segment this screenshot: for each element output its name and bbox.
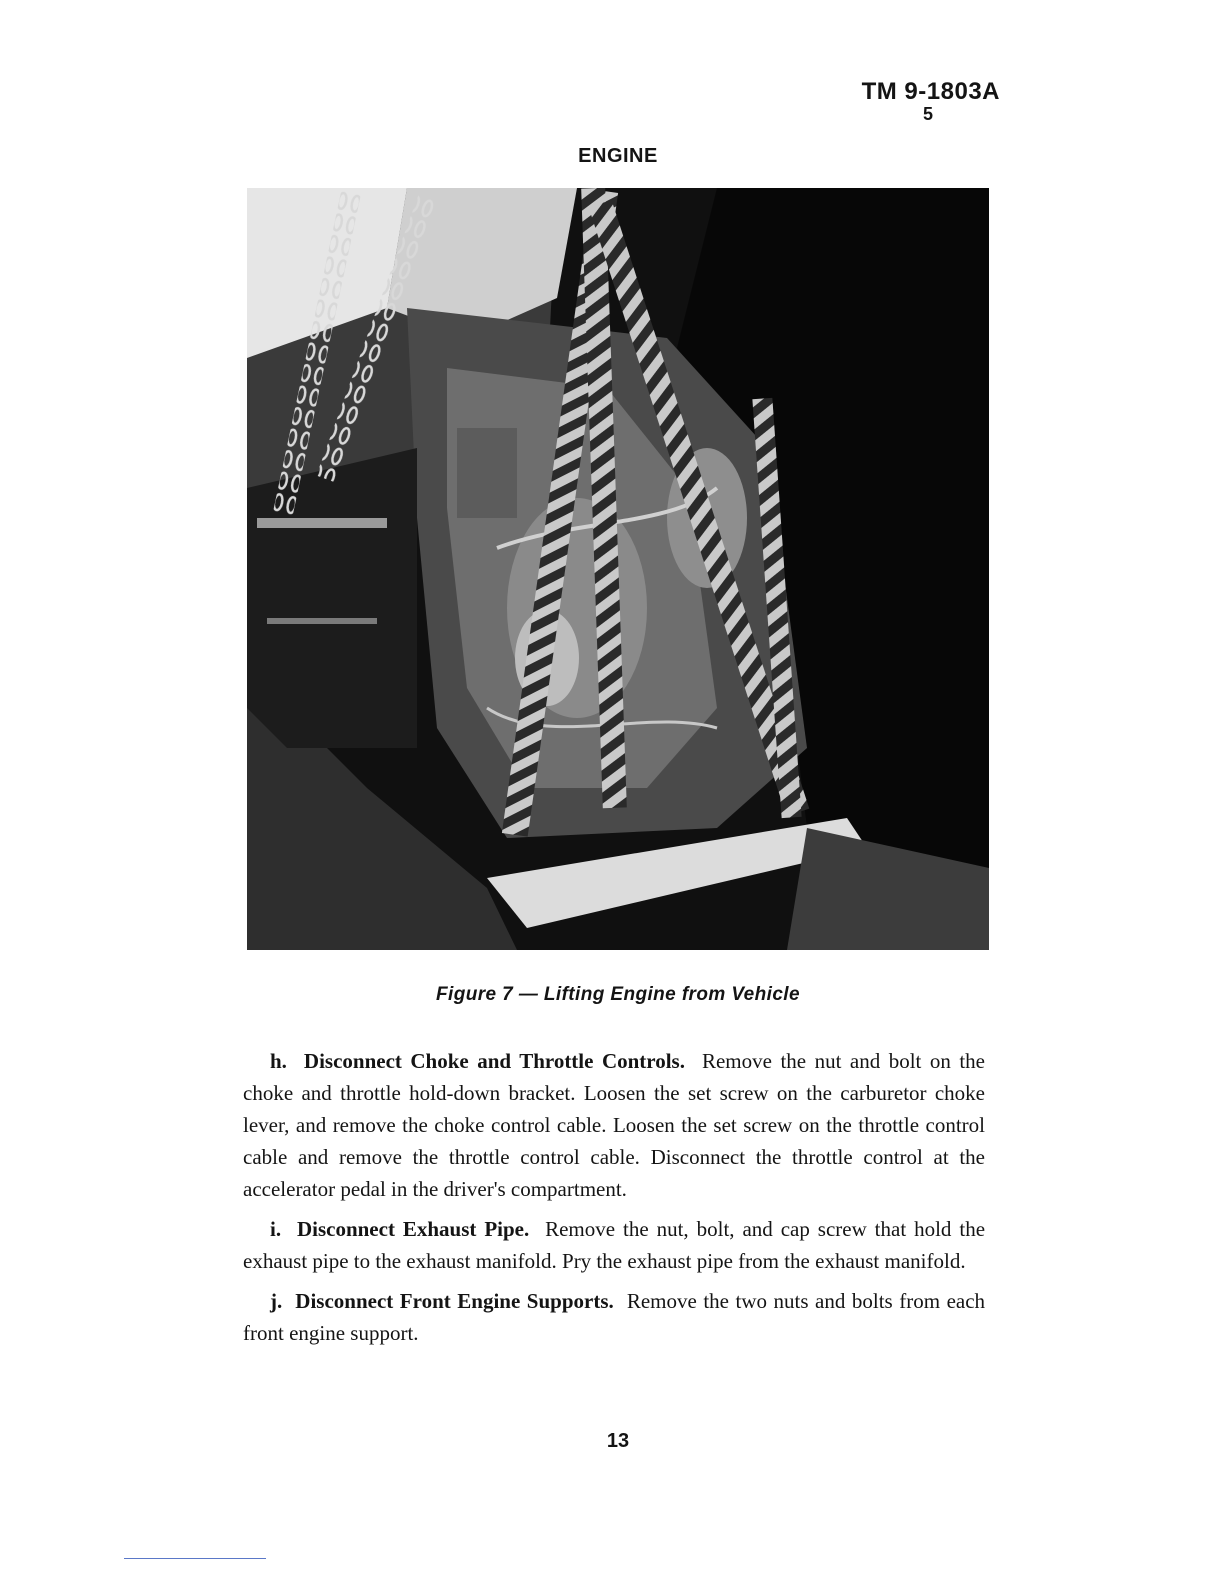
figure-caption: Figure 7 — Lifting Engine from Vehicle [436, 984, 800, 1005]
step-heading: Disconnect Exhaust Pipe. [296, 1217, 530, 1241]
paragraph-number: 5 [922, 104, 933, 124]
manual-number: TM 9-1803A [861, 78, 1000, 105]
step-text: Remove the nut and bolt on the choke and throttle hold-down bracket. Loosen the set screw on the carburetor choke lever, and remove the choke control cable. Loosen the set screw on the throttle control cable and remove the throttle control cable. Disconnect the throttle control at the accelerator pedal in the driver's compartment. [243, 1049, 986, 1201]
step-text: Remove the two nuts and bolts from each front engine support. [243, 1289, 986, 1345]
instruction-text [243, 1045, 985, 1357]
section-title: ENGINE [578, 145, 658, 167]
step-letter: h. [270, 1049, 287, 1073]
step-heading: Disconnect Choke and Throttle Controls. [303, 1049, 685, 1073]
engine-lifting-photo [247, 188, 989, 950]
page-number: 13 [606, 1430, 630, 1452]
paragraph-i [243, 1213, 985, 1277]
step-letter: j. [270, 1289, 283, 1313]
footer-rule [124, 1558, 266, 1559]
manual-header [820, 78, 1000, 127]
step-letter: i. [270, 1217, 282, 1241]
paragraph-j [243, 1285, 985, 1349]
paragraph-h [243, 1045, 985, 1205]
step-heading: Disconnect Front Engine Supports. [295, 1289, 614, 1313]
step-text: Remove the nut, bolt, and cap screw that hold the exhaust pipe to the exhaust manifold. Pry the exhaust pipe from the exhaust manifold. [243, 1217, 986, 1273]
